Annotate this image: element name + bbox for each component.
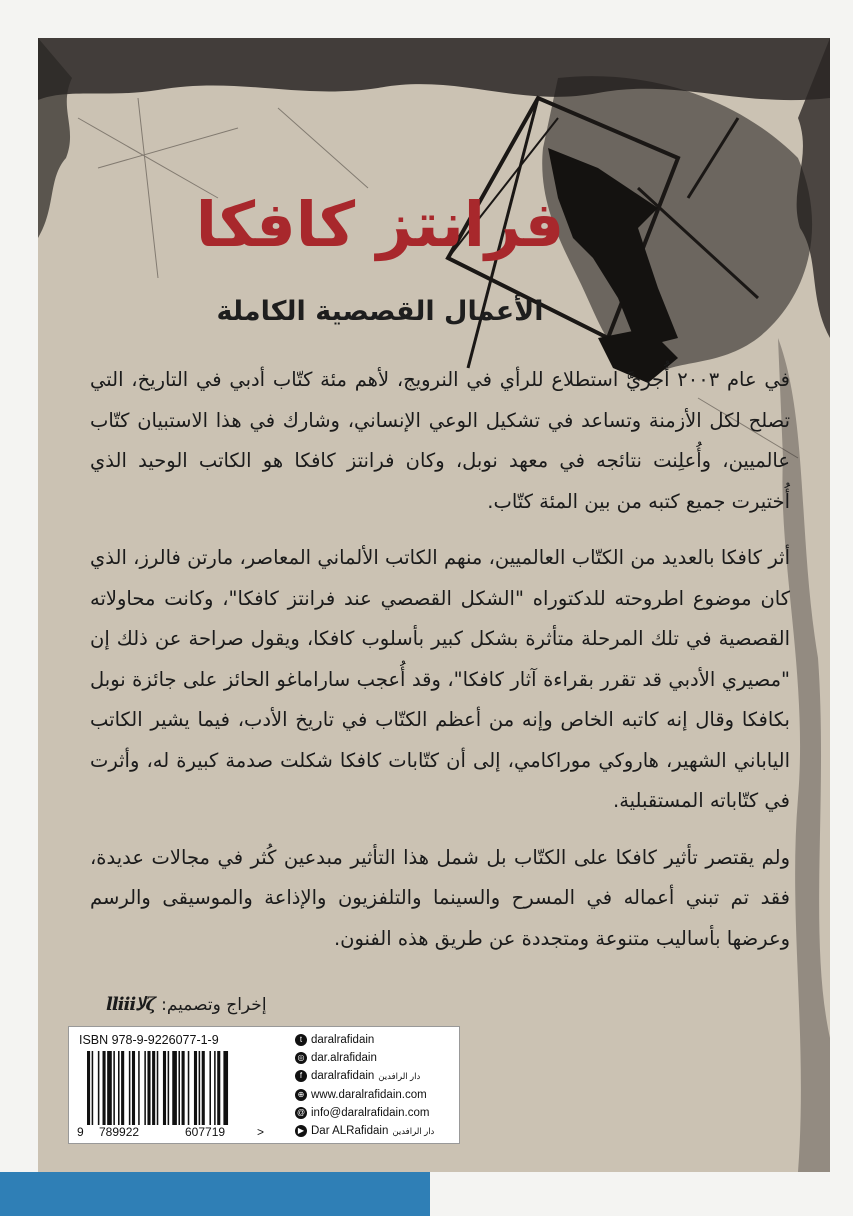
barcode-bar bbox=[217, 1051, 220, 1125]
globe-icon: ⊕ bbox=[295, 1089, 307, 1101]
barcode-bar bbox=[98, 1051, 100, 1125]
barcode-digit-lead: 9 bbox=[77, 1125, 84, 1139]
barcode-bar bbox=[163, 1051, 166, 1125]
barcode-graphic bbox=[87, 1051, 257, 1125]
barcode-bar bbox=[188, 1051, 190, 1125]
barcode-bar bbox=[118, 1051, 120, 1125]
book-subtitle: الأعمال القصصية الكاملة bbox=[216, 296, 544, 327]
isbn-barcode-area bbox=[77, 1033, 265, 1139]
website-url: www.daralrafidain.com bbox=[311, 1088, 427, 1101]
barcode-bar bbox=[113, 1051, 115, 1125]
barcode-bar bbox=[214, 1051, 216, 1125]
barcode-bar bbox=[209, 1051, 211, 1125]
social-arabic-name: دار الرافدين bbox=[378, 1070, 421, 1081]
barcode-bar bbox=[103, 1051, 106, 1125]
email-icon: @ bbox=[296, 1107, 306, 1117]
social-links bbox=[295, 1031, 455, 1140]
barcode-bar bbox=[168, 1051, 170, 1125]
barcode-bar bbox=[157, 1051, 159, 1125]
blurb-paragraph-3: ولم يقتصر تأثير كافكا على الكتّاب بل شمل هذا التأثير مبدعين كُثر في مجالات عديدة، فقد تم تبني أعماله في المسرح والسينما والتلفزيون والإذاعة والموسيقى والرسم وعرضها بأساليب متنوعة ومتجددة عن طريق هذه الفنون. bbox=[90, 845, 790, 950]
social-handle: daralrafidain bbox=[311, 1070, 375, 1083]
isbn-number: ISBN 978-9-9226077-1-9 bbox=[79, 1033, 219, 1047]
social-row-facebook bbox=[295, 1067, 455, 1085]
barcode-bar bbox=[178, 1051, 180, 1125]
barcode-bar bbox=[132, 1051, 135, 1125]
barcode-bar bbox=[172, 1051, 177, 1125]
barcode-bar bbox=[129, 1051, 131, 1125]
social-handle: Dar ALRafidain bbox=[311, 1125, 389, 1138]
blurb-paragraph-1: في عام ٢٠٠٣ أُجريَّ استطلاع للرأي في النرويج، لأهم مئة كتّاب أدبي في التاريخ، التي تصلح لكل الأزمنة وتساعد في تشكيل الوعي الإنساني، وشارك في هذا الاستبيان كتّاب عالميين، وأُعلِنت نتائجه في معهد نوبل، وكان فرانتز كافكا هو الكاتب الوحيد الذي أُختيرت جميع كتبه من بين المئة كتّاب. bbox=[90, 368, 790, 513]
blue-surface-strip bbox=[0, 1172, 430, 1216]
book-title: فرانتز كافكا bbox=[195, 188, 565, 261]
twitter-icon: t bbox=[295, 1034, 307, 1046]
barcode-bar bbox=[144, 1051, 146, 1125]
social-arabic-name: دار الرافدين bbox=[392, 1125, 435, 1136]
barcode-digit-group-2: 607719 bbox=[185, 1125, 226, 1139]
social-handle: dar.alrafidain bbox=[311, 1052, 377, 1065]
barcode-bar bbox=[107, 1051, 112, 1125]
social-handle: daralrafidain bbox=[311, 1034, 375, 1047]
book-back-cover bbox=[38, 38, 830, 1172]
social-row-website bbox=[295, 1086, 455, 1104]
publisher-info-box bbox=[68, 1026, 460, 1144]
design-credit bbox=[106, 994, 267, 1015]
designer-signature-logo: ζلاlliii bbox=[106, 994, 156, 1015]
barcode-bar bbox=[138, 1051, 140, 1125]
instagram-icon: ◎ bbox=[295, 1052, 307, 1064]
barcode-bar bbox=[121, 1051, 124, 1125]
social-row-youtube bbox=[295, 1122, 455, 1140]
barcode-bar bbox=[152, 1051, 155, 1125]
barcode-bar bbox=[147, 1051, 150, 1125]
barcode-bar bbox=[87, 1051, 90, 1125]
social-row-twitter bbox=[295, 1031, 455, 1049]
barcode-digit-end: > bbox=[257, 1125, 265, 1139]
barcode-bar bbox=[194, 1051, 197, 1125]
social-row-instagram bbox=[295, 1049, 455, 1067]
barcode-bar bbox=[223, 1051, 228, 1125]
barcode-bar bbox=[199, 1051, 201, 1125]
facebook-icon: f bbox=[295, 1070, 307, 1082]
barcode-bar bbox=[202, 1051, 205, 1125]
youtube-icon: ▶ bbox=[295, 1125, 307, 1137]
blurb-text bbox=[90, 360, 790, 975]
barcode-bar bbox=[92, 1051, 94, 1125]
credit-label: إخراج وتصميم: bbox=[161, 994, 267, 1015]
email-address: info@daralrafidain.com bbox=[311, 1106, 430, 1119]
barcode-bar bbox=[182, 1051, 185, 1125]
blurb-paragraph-2: أثر كافكا بالعديد من الكتّاب العالميين، منهم الكاتب الألماني المعاصر، مارتن فالرز، الذي كان موضوع اطروحته للدكتوراه "الشكل القصصي عند فرانتز كافكا"، وكانت محاولاته القصصية في تلك المرحلة متأثرة بشكل كبير بأسلوب كافكا، ويقول صراحة عن ذلك إن "مصيري الأدبي قد تقرر بقراءة آثار كافكا"، وقد أُعجب ساراماغو الحائز على جائزة نوبل بكافكا وقال إنه كاتبه الخاص وإنه من أعظم الكتّاب في تاريخ الأدب، فيما يشير الكاتب الياباني الشهير، هاروكي موراكامي، إلى أن كتّابات كافكا شكلت صدمة كبيرة له، وأثرت في كتّاباته المستقبلية. bbox=[90, 546, 790, 812]
social-row-email bbox=[295, 1104, 455, 1122]
barcode-digit-group-1: 789922 bbox=[99, 1125, 140, 1139]
